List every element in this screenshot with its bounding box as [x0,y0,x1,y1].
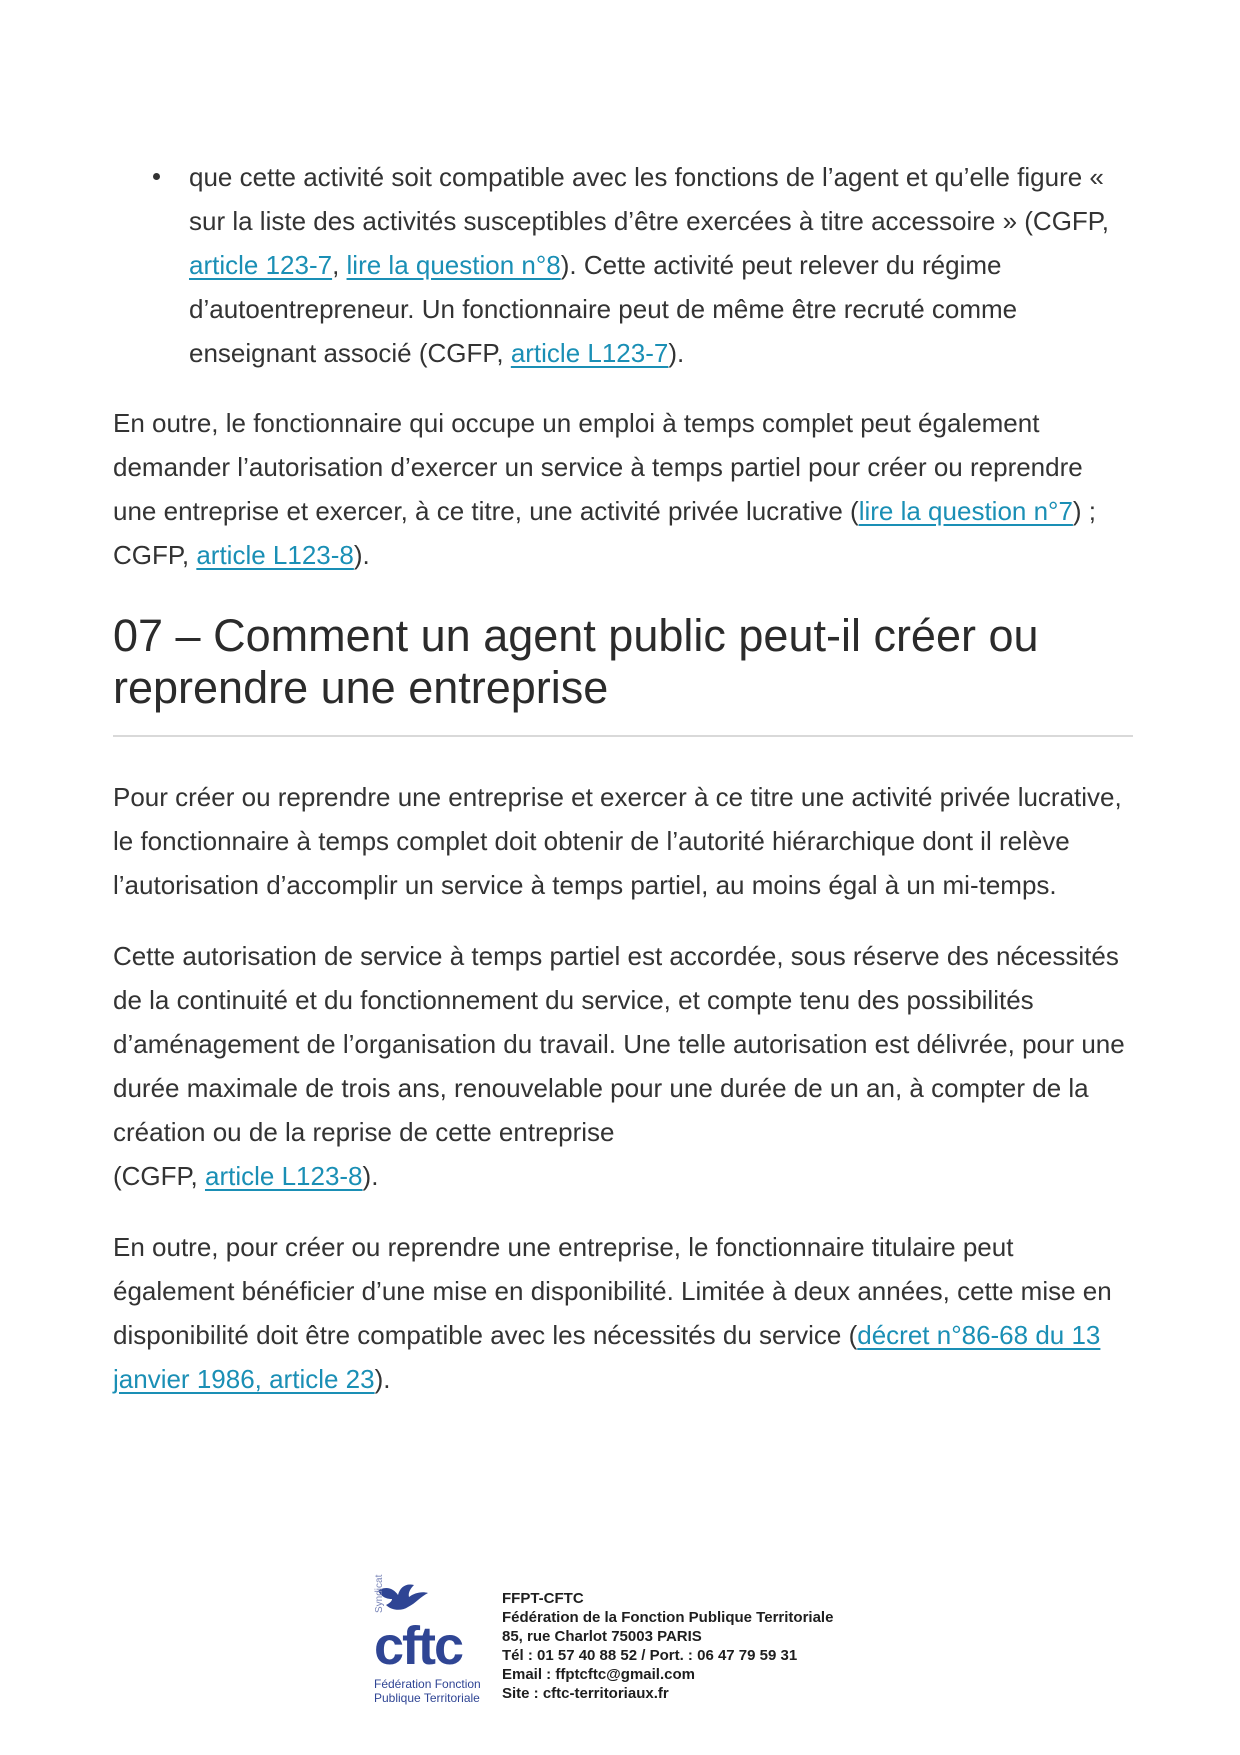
paragraph-text: ). [362,1161,379,1191]
bullet-list [113,155,1133,375]
bullet-text: , [332,250,347,280]
paragraph-text: Cette autorisation de service à temps partiel est accordée, sous réserve des nécessités de la continuité et du fonctionnement du service, et compte tenu des possibilités d’aménagement de l’organisation du travail. Une telle autorisation est délivrée, pour une durée maximale de trois ans, renouvelable pour une durée de un an, à compter de la création ou de la reprise de cette entreprise [113,941,1125,1147]
org-name: FFPT-CFTC [502,1590,584,1607]
section-heading: 07 – Comment un agent public peut-il créer ou reprendre une entreprise [113,610,1133,737]
footer [374,1574,894,1705]
bullet-text: ). Cette activité peut relever du régime d’autoentrepreneur. Un fonctionnaire peut de même être recruté comme enseignant associé (CGFP, [189,250,1018,368]
logo-subtitle-line: Fédération Fonction [374,1677,481,1691]
contact-block [502,1589,833,1703]
article-l123-8-link[interactable]: article L123-8 [196,540,354,570]
paragraph-text: ). [374,1364,391,1394]
article-123-7-link[interactable]: article 123-7 [189,250,333,280]
paragraph: Pour créer ou reprendre une entreprise et exercer à ce titre une activité privée lucrative, le fonctionnaire à temps complet doit obtenir de l’autorité hiérarchique dont il relève l’autorisation d’accomplir un service à temps partiel, au moins égal à un mi-temps. [113,782,1122,900]
logo-syndicat-label: Syndicat [374,1574,385,1613]
list-item [113,155,1133,375]
paragraph-text: ). [353,540,370,570]
paragraph [113,934,1133,1198]
email: Email : ffptcftc@gmail.com [502,1666,695,1683]
logo-subtitle-line: Publique Territoriale [374,1691,480,1705]
question-8-link[interactable]: lire la question n°8 [346,250,561,280]
paragraph-text: (CGFP, [113,1161,205,1191]
paragraph-text: En outre, pour créer ou reprendre une entreprise, le fonctionnaire titulaire peut également bénéficier d’une mise en disponibilité. Limitée à deux années, cette mise en disponibilité doit être compatible avec les nécessités du service ( [113,1232,1112,1350]
federation-name: Fédération de la Fonction Publique Territoriale [502,1609,834,1626]
paragraph [113,1225,1133,1401]
bullet-icon [153,173,160,180]
paragraph-text: En outre, le fonctionnaire qui occupe un emploi à temps complet peut également demander l’autorisation d’exercer un service à temps partiel pour créer ou reprendre une entreprise et exercer, à ce titre, une activité privée lucrative ( [113,408,1083,526]
cftc-logo [374,1574,498,1705]
logo-wordmark: cftc [374,1616,463,1676]
decret-86-68-link[interactable]: décret n°86-68 du 13 janvier 1986, article 23 [113,1320,1101,1394]
paragraph-text: ) ; CGFP, [113,496,1097,570]
logo-subtitle [374,1677,504,1705]
question-7-link[interactable]: lire la question n°7 [858,496,1073,526]
bullet-text: que cette activité soit compatible avec les fonctions de l’agent et qu’elle figure « sur la liste des activités susceptibles d’être exercées à titre accessoire » (CGFP, [189,162,1110,236]
article-l123-8-link[interactable]: article L123-8 [204,1161,363,1191]
bullet-text: ). [668,338,685,368]
address: 85, rue Charlot 75003 PARIS [502,1628,702,1645]
document-content [113,155,1133,1428]
article-l123-7-link[interactable]: article L123-7 [510,338,669,368]
paragraph [113,401,1133,577]
website: Site : cftc-territoriaux.fr [502,1685,669,1702]
phone: Tél : 01 57 40 88 52 / Port. : 06 47 79 59 31 [502,1647,798,1664]
